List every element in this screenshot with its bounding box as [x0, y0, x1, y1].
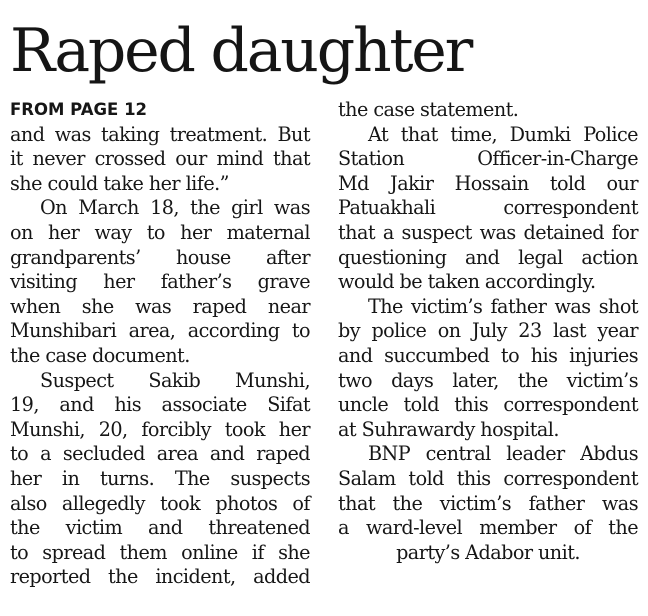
text-line: questioning and legal action [338, 245, 638, 269]
text-line: Patuakhali correspondent [338, 196, 638, 220]
text-line: on her way to her maternal [10, 220, 310, 244]
text-line: 19, and his associate Sifat [10, 393, 310, 417]
text-line: it never crossed our mind that [10, 147, 310, 171]
text-line: at Suhrawardy hospital. [338, 417, 559, 441]
headline: Raped daughter [10, 16, 472, 86]
text-line: visiting her father’s grave [10, 270, 310, 294]
text-line: uncle told this correspondent [338, 393, 638, 417]
text-line: Salam told this correspondent [338, 466, 638, 490]
text-line: she could take her life.” [10, 171, 229, 195]
text-line: to a secluded area and raped [10, 442, 310, 466]
text-line: her in turns. The suspects [10, 466, 310, 490]
text-line: a ward-level member of the [338, 516, 638, 540]
text-line: to spread them online if she [10, 540, 310, 564]
text-line: that a suspect was detained for [338, 220, 638, 244]
text-line: when she was raped near [10, 294, 310, 318]
text-line: and succumbed to his injuries [338, 343, 638, 367]
text-line: the case statement. [338, 98, 519, 121]
text-line: At that time, Dumki Police [368, 122, 638, 146]
text-line: also allegedly took photos of [10, 491, 310, 515]
text-line: would be taken accordingly. [338, 270, 596, 294]
text-line: On March 18, the girl was [40, 196, 310, 220]
jump-line: FROM PAGE 12 [10, 100, 148, 119]
text-line: grandparents’ house after [10, 245, 310, 269]
text-line: Suspect Sakib Munshi, [40, 368, 310, 392]
text-line: the victim and threatened [10, 516, 310, 540]
left-column [10, 98, 310, 590]
text-line: Munshibari area, according to [10, 319, 310, 343]
right-column [338, 98, 638, 565]
text-line: reported the incident, added [10, 565, 310, 589]
text-line: BNP central leader Abdus [368, 442, 638, 466]
text-line: two days later, the victim’s [338, 368, 638, 392]
text-line: by police on July 23 last year [338, 319, 638, 343]
text-line: and was taking treatment. But [10, 122, 310, 146]
text-line: the case document. [10, 343, 190, 367]
text-line: Station Officer-in-Charge [338, 147, 638, 171]
text-line: Md Jakir Hossain told our [338, 171, 638, 195]
text-line: party’s Adabor unit. [396, 540, 580, 564]
text-line: The victim’s father was shot [368, 294, 638, 318]
text-line: that the victim’s father was [338, 491, 638, 515]
text-line: Munshi, 20, forcibly took her [10, 417, 310, 441]
